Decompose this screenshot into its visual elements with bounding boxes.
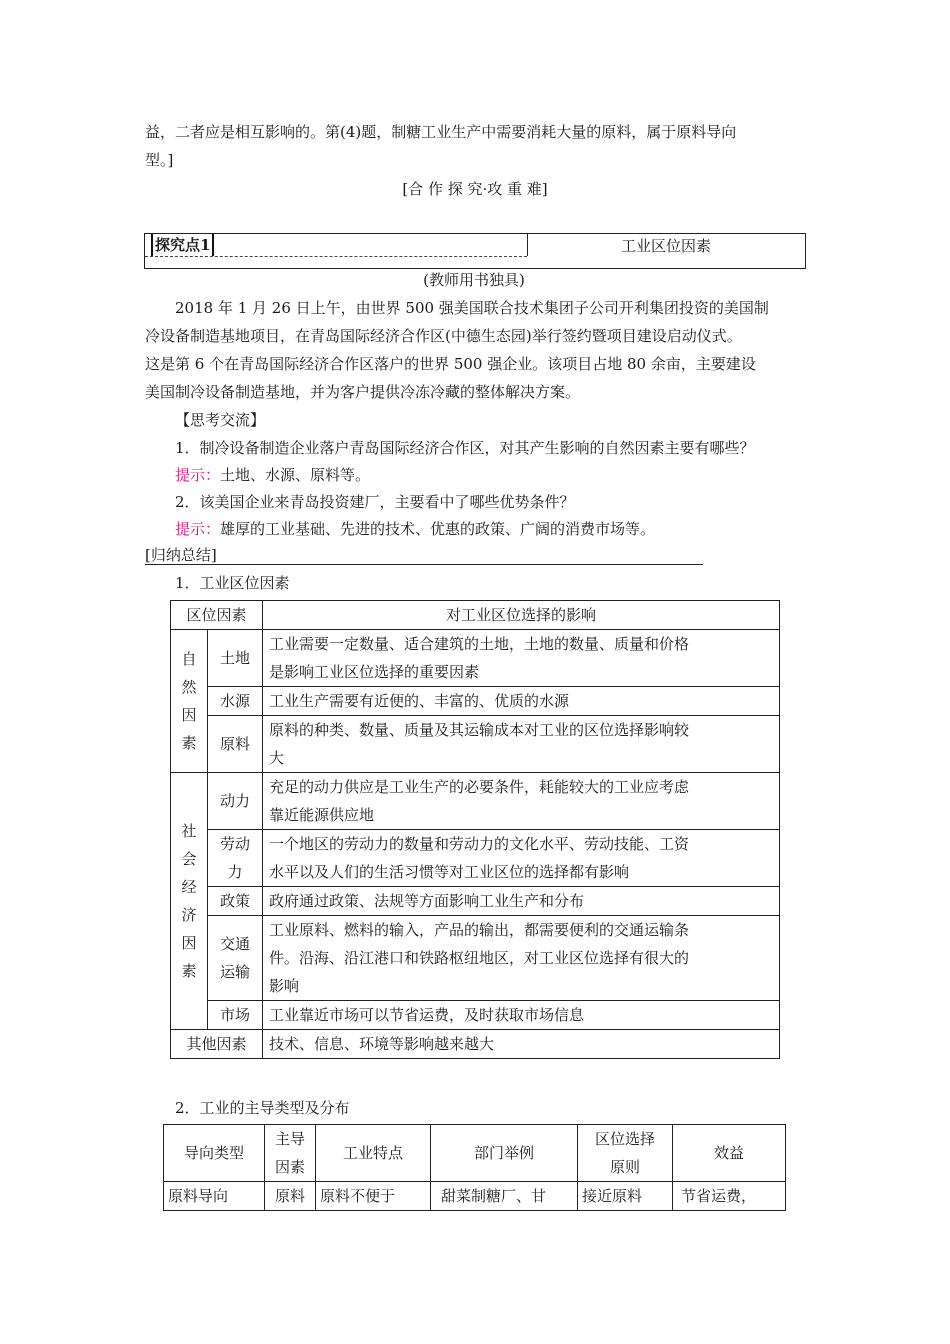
explore-point-header <box>144 233 806 269</box>
table-row <box>171 773 780 830</box>
summary-heading: [归纳总结] <box>145 546 217 564</box>
hint-label: 提示： <box>175 466 221 484</box>
factor-cell: 市场 <box>208 1001 263 1030</box>
factor-cell: 政策 <box>208 887 263 916</box>
table-row <box>171 687 780 716</box>
effect-cell: 政府通过政策、法规等方面影响工业生产和分布 <box>263 887 780 916</box>
effect-cell: 一个地区的劳动力的数量和劳动力的文化水平、劳动技能、工资 水平以及人们的生活习惯等对工业区位的选择都有影响 <box>263 830 780 887</box>
table-row <box>171 630 780 687</box>
question-1: 1．制冷设备制造企业落户青岛国际经济合作区，对其产生影响的自然因素主要有哪些？ <box>175 439 755 457</box>
effect-cell: 充足的动力供应是工业生产的必要条件，耗能较大的工业应考虑 靠近能源供应地 <box>263 773 780 830</box>
table-row <box>171 916 780 1001</box>
table-header-cell: 区位选择 原则 <box>578 1125 673 1182</box>
table-row <box>171 887 780 916</box>
factor-cell: 原料 <box>208 716 263 773</box>
answer-2-text: 雄厚的工业基础、先进的技术、优惠的政策、广阔的消费市场等。 <box>220 520 656 538</box>
factor-cell: 动力 <box>208 773 263 830</box>
factor-cell: 交通 运输 <box>208 916 263 1001</box>
table-header-row <box>171 601 780 630</box>
divider <box>145 256 527 257</box>
passage-line-2: 冷设备制造基地项目，在青岛国际经济合作区(中德生态园)举行签约暨项目建设启动仪式。 <box>145 327 742 345</box>
intro-line-1: 益，二者应是相互影响的。第(4)题，制糖工业生产中需要消耗大量的原料，属于原料导向 <box>145 123 737 141</box>
effect-cell: 技术、信息、环境等影响越来越大 <box>263 1030 780 1059</box>
table-header-cell: 主导 因素 <box>265 1125 316 1182</box>
effect-cell: 工业生产需要有近便的、丰富的、优质的水源 <box>263 687 780 716</box>
table-cell: 节省运费， <box>673 1182 786 1211</box>
effect-cell: 工业需要一定数量、适合建筑的土地，土地的数量、质量和价格 是影响工业区位选择的重要因素 <box>263 630 780 687</box>
explore-point-title: 工业区位因素 <box>620 237 711 255</box>
passage-line-4: 美国制冷设备制造基地，并为客户提供冷冻冷藏的整体解决方案。 <box>145 383 581 401</box>
table-cell: 甜菜制糖厂、甘 <box>431 1182 578 1211</box>
social-factors-group: 社 会 经 济 因 素 <box>171 773 208 1030</box>
effect-cell: 工业原料、燃料的输入，产品的输出，都需要便利的交通运输条 件。沿海、沿江港口和铁路枢纽地区，对工业区位选择有很大的 影响 <box>263 916 780 1001</box>
passage-line-3: 这是第 6 个在青岛国际经济合作区落户的世界 500 强企业。该项目占地 80 余亩，主要建设 <box>145 355 756 373</box>
natural-factors-group: 自 然 因 素 <box>171 630 208 773</box>
discussion-heading: 【思考交流】 <box>175 411 266 429</box>
table-header-cell: 导向类型 <box>164 1125 265 1182</box>
divider <box>145 564 703 565</box>
table-row <box>171 1030 780 1059</box>
subheading-2: 2．工业的主导类型及分布 <box>175 1099 350 1117</box>
answer-1-text: 土地、水源、原料等。 <box>220 466 371 484</box>
table-header-cell: 工业特点 <box>316 1125 431 1182</box>
table-cell: 接近原料 <box>578 1182 673 1211</box>
hint-label: 提示： <box>175 520 221 538</box>
table-cell: 原料 <box>265 1182 316 1211</box>
passage-line-1: 2018 年 1 月 26 日上午，由世界 500 强美国联合技术集团子公司开利集团投资的美国制 <box>175 299 769 317</box>
table-cell: 原料导向 <box>164 1182 265 1211</box>
question-2: 2．该美国企业来青岛投资建厂，主要看中了哪些优势条件？ <box>175 493 575 511</box>
explore-point-label: 探究点1 <box>151 234 214 256</box>
location-factors-table <box>170 600 780 1059</box>
table-row <box>171 716 780 773</box>
factor-cell: 其他因素 <box>171 1030 263 1059</box>
teacher-note: (教师用书独具) <box>423 271 525 289</box>
table-row <box>164 1182 786 1211</box>
answer-2 <box>175 515 845 543</box>
table-header-cell: 区位因素 <box>171 601 263 630</box>
effect-cell: 工业靠近市场可以节省运费，及时获取市场信息 <box>263 1001 780 1030</box>
intro-line-2: 型。] <box>145 151 174 169</box>
subheading-1: 1．工业区位因素 <box>175 574 290 592</box>
effect-cell: 原料的种类、数量、质量及其运输成本对工业的区位选择影响较 大 <box>263 716 780 773</box>
table-cell: 原料不便于 <box>316 1182 431 1211</box>
factor-cell: 水源 <box>208 687 263 716</box>
factor-cell: 土地 <box>208 630 263 687</box>
table-header-cell: 对工业区位选择的影响 <box>263 601 780 630</box>
section-heading: [合 作 探 究·攻 重 难] <box>402 180 548 198</box>
table-row <box>171 1001 780 1030</box>
table-header-cell: 部门举例 <box>431 1125 578 1182</box>
table-row <box>171 830 780 887</box>
table-header-row <box>164 1125 786 1182</box>
factor-cell: 劳动 力 <box>208 830 263 887</box>
answer-1 <box>175 461 845 489</box>
table-header-cell: 效益 <box>673 1125 786 1182</box>
industry-orientation-table <box>163 1124 786 1211</box>
